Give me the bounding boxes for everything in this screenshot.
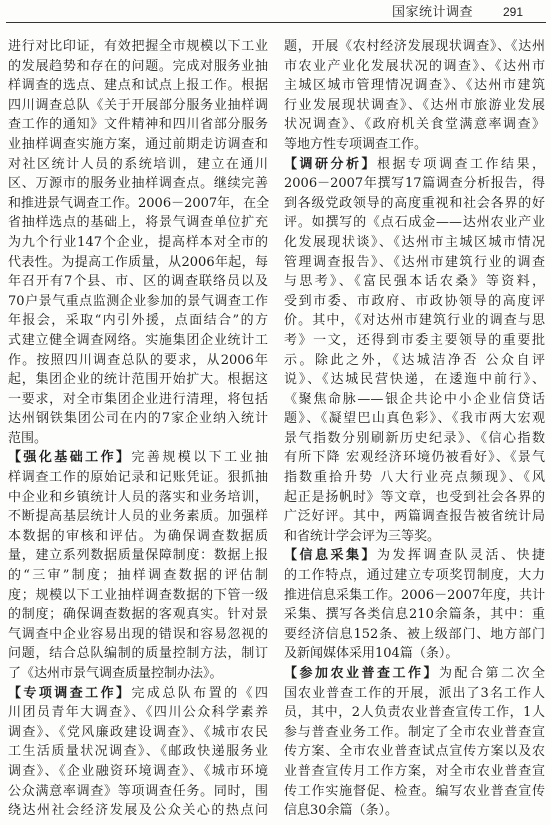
text-line: 行业发展现状调查》、《达州市旅游业发展: [284, 97, 545, 113]
text-line: 中企业和乡镇统计人员的落实和业务培训，: [8, 489, 268, 505]
text-line: 题》、《凝望巴山真色彩》、《我市两大宏观: [284, 411, 545, 427]
text-line: 状况调查》、《政府机关食堂满意率调查》: [284, 117, 545, 133]
text-line: 推进信息采集工作。2006－2007年度，共计: [284, 587, 546, 603]
text-line: 问题，结合总队编制的质量控制方法，制订: [8, 646, 268, 662]
text-line: 传工作实施督促、检查。编写农业普查宣传: [284, 783, 545, 799]
text-line: 有所下降 宏观经济环境仍被看好》、《景气: [284, 450, 545, 466]
text-line: 作。按照四川调查总队的要求，从2006年: [8, 352, 268, 368]
line-text: 为配合第二次全: [438, 666, 545, 681]
line-text: 完成总队布置的《四: [131, 685, 268, 701]
text-line: 到各级党政领导的高度重视和社会各界的好: [284, 195, 545, 211]
section-heading: 【信息采集】: [284, 548, 377, 564]
text-line: 《聚焦命脉——银企共论中小企业信贷话: [284, 391, 545, 407]
text-line: 年召开有7个县、市、区的调查联络员以及: [8, 274, 268, 290]
text-line: 的“三审”制度；抽样调查数据的评估制: [8, 568, 268, 584]
text-line: 四川调查总队《关于开展部分服务业抽样调: [8, 97, 268, 113]
text-line: 传方案、全市农业普查试点宣传方案以及农: [284, 744, 545, 760]
text-line: 的制度；确保调查数据的客观真实。针对景: [8, 607, 268, 623]
text-line: [284, 664, 545, 684]
section-heading: 【强化基础工作】: [8, 450, 132, 466]
text-line: 式建立健全调查网络。实施集团企业统计工: [8, 332, 268, 348]
text-line: 景气指数分别刷新历史纪录》、《信心指数: [284, 430, 545, 446]
text-line: 和推进景气调查工作。2006－2007年，在全: [8, 195, 270, 211]
line-text: 为发挥调查队灵活、快捷: [377, 548, 545, 564]
text-line: 及新闻媒体采用104篇（条）。: [284, 646, 459, 662]
text-line: 2006－2007年撰写17篇调查分析报告，得: [284, 176, 545, 192]
text-line: 进行对比印证，有效把握全市规模以下工业: [8, 39, 268, 54]
text-line: 和省统计学会评为三等奖。: [284, 528, 441, 544]
text-line: 一要求，对全市集团企业进行清理，将包括: [8, 391, 268, 407]
text-line: 考》一文，还得到市委主要领导的重要批: [284, 332, 545, 348]
text-line: 气调查中企业容易出现的错误和容易忽视的: [8, 626, 268, 642]
text-line: 起正是扬帆时》等文章，也受到社会各界的: [284, 489, 545, 505]
text-line: 的工作特点，通过建立专项奖罚制度，大力: [284, 568, 545, 584]
text-line: 员，其中，2人负责农业普查宣传工作，1人: [284, 705, 545, 721]
text-line: 与思考》、《富民强本话农桑》等资料，: [284, 274, 545, 290]
text-line: 公众满意率调查》等项调查任务。同时，围: [8, 783, 268, 799]
text-line: 代表性。为提高工作质量，从2006年起，每: [8, 254, 268, 270]
text-line: 示。除此之外，《达城洁净否 公众自评: [284, 352, 545, 368]
text-line: 起，集团企业的统计范围开始扩大。根据这: [8, 372, 268, 388]
text-line: 采集、撰写各类信息210余篇条，其中：重: [284, 607, 545, 623]
text-line: [284, 155, 545, 175]
line-text: 完善规模以下工业抽: [131, 450, 268, 466]
text-line: 本数据的审核和评估。为确保调查数据质: [8, 528, 268, 544]
text-line: 度；规模以下工业抽样调查数据的下管一级: [8, 587, 268, 603]
text-line: 业普查宣传月工作方案，对全市农业普查宣: [284, 763, 545, 779]
text-line: 达州钢铁集团公司在内的7家企业纳入统计: [8, 411, 268, 427]
text-line: 评。如撰写的《点石成金——达州农业产业: [284, 215, 545, 231]
text-line: 区、万源市的服务业抽样调查点。继续完善: [8, 176, 268, 192]
text-line: [284, 546, 545, 566]
line-text: 根据专项调查工作结果，: [377, 156, 545, 172]
text-line: [8, 448, 268, 468]
text-line: 说》、《达城民营快递，在逶迤中前行》、: [284, 372, 545, 388]
text-line: 国农业普查工作的开展，派出了3名工作人: [284, 685, 545, 701]
text-line: 70户景气重点监测企业参加的景气调查工作: [8, 293, 268, 309]
text-line: 等地方性专项调查工作。: [284, 136, 428, 152]
text-line: 的发展趋势和存在的问题。完成对服务业抽: [8, 58, 268, 74]
text-line: 业抽样调查实施方案，通过前期走访调查和: [8, 136, 268, 152]
right-text-column: [284, 37, 545, 821]
left-text-column: [8, 37, 268, 821]
text-line: [8, 684, 268, 704]
text-line: 样调查的选点、建点和试点上报工作。根据: [8, 78, 268, 94]
text-line: 化发展现状谈》、《达州市主城区城市情况: [284, 234, 545, 250]
text-line: 题，开展《农村经济发展现状调查》、《达州: [284, 39, 545, 54]
text-line: 广泛好评。其中，两篇调查报告被省统计局: [284, 509, 545, 525]
text-line: 要经济信息152条、被上级部门、地方部门: [284, 626, 545, 642]
header-rule: [6, 22, 546, 23]
text-line: 市农业产业化发展状况的调查》、《达州市: [284, 58, 545, 74]
section-heading: 【专项调查工作】: [8, 685, 132, 701]
text-line: 调查》、《企业融资环境调查》、《城市环境: [8, 763, 268, 779]
text-line: 省抽样选点的基础上，将景气调查单位扩充: [8, 215, 268, 231]
text-line: 主城区城市管理情况调查》、《达州市建筑: [284, 78, 545, 94]
running-header-title: 国家统计调查: [392, 4, 474, 19]
text-line: 了《达州市景气调查质量控制办法》。: [8, 666, 223, 681]
text-line: 量，建立系列数据质量保障制度：数据上报: [8, 548, 268, 564]
page-number: 291: [503, 5, 524, 19]
text-line: 为九个行业147个企业，提高样本对全市的: [8, 234, 268, 250]
text-line: 对社区统计人员的系统培训，建立在通川: [8, 156, 268, 172]
text-line: 不断提高基层统计人员的业务素质。加强样: [8, 509, 268, 525]
text-line: 查工作的通知》文件精神和四川省部分服务: [8, 117, 268, 133]
text-line: 受到市委、市政府、市政协领导的高度评: [284, 293, 545, 309]
text-line: 价。其中，《对达州市建筑行业的调查与思: [284, 313, 545, 329]
section-heading: 【参加农业普查工作】: [284, 666, 439, 681]
text-line: 信息30余篇（条）。: [284, 803, 399, 819]
text-line: 指数重拾升势 八大行业亮点频现》、《风: [284, 470, 545, 486]
text-line: 调查》、《党风廉政建设调查》、《城市农民: [8, 724, 268, 740]
text-line: 样调查工作的原始记录和记账凭证。狠抓抽: [8, 470, 268, 486]
text-line: 川团员青年大调查》、《四川公众科学素养: [8, 705, 268, 721]
text-line: 年报会，采取“内引外援，点面结合”的方: [8, 313, 268, 329]
text-line: 工生活质量状况调查》、《邮政快递服务业: [8, 744, 268, 760]
text-line: 范围。: [8, 430, 48, 446]
section-heading: 【调研分析】: [284, 156, 377, 172]
text-line: 参与普查业务工作。制定了全市农业普查宣: [284, 724, 545, 740]
text-line: 管理调查报告》、《达州市建筑行业的调查: [284, 254, 545, 270]
text-line: 绕达州社会经济发展及公众关心的热点问: [8, 803, 268, 819]
